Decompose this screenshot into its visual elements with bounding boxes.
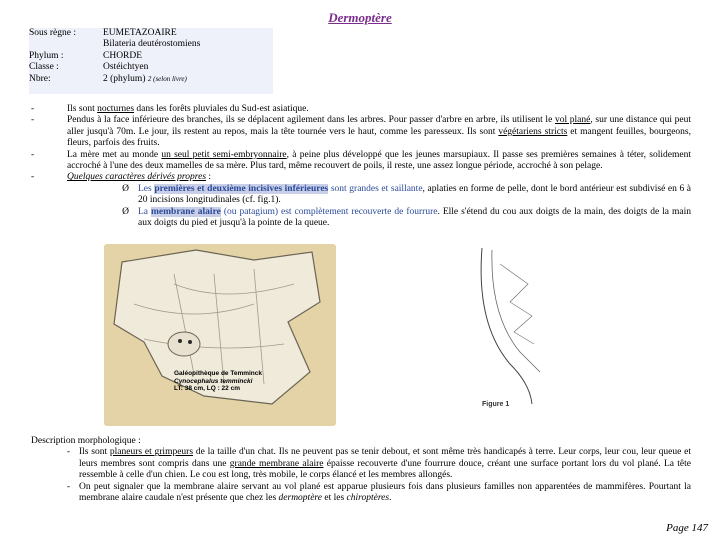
jaw-outline — [481, 248, 532, 404]
tooth-comb — [500, 264, 534, 344]
taxonomy-value — [103, 74, 273, 85]
page-number: Page 147 — [666, 522, 708, 534]
text: , aplaties en forme de pelle, dont le bord antérieur est subdivisé en 6 à 20 incisions longitudinales (cf. fig.1). — [138, 183, 692, 206]
taxonomy-row — [29, 39, 273, 50]
text: , sur une distance qui peut aller jusqu'à 70m. Le jour, ils restent au repos, mais la tête tournée vers le haut, comme les paresseux. Ils sont — [67, 115, 692, 137]
taxonomy-label: Classe : — [29, 62, 59, 73]
bullet-dash: - — [66, 481, 70, 492]
characteristics-list — [31, 104, 691, 229]
underlined-term: végétariens stricts — [498, 126, 568, 137]
bullet-dash: - — [66, 447, 70, 458]
list-item — [31, 447, 691, 481]
bullet-dash: - — [31, 115, 35, 126]
taxonomy-row — [29, 51, 273, 62]
taxonomy-box — [29, 28, 273, 94]
morphology-section — [31, 436, 691, 504]
text: et les — [321, 493, 347, 504]
figure-label: Figure 1 — [482, 401, 510, 408]
caption-measurements: LT: 38 cm, LQ : 22 cm — [174, 385, 240, 392]
taxonomy-row — [29, 28, 273, 39]
skull-diagram — [470, 244, 562, 414]
text: Les — [138, 183, 155, 194]
text: Ils sont — [79, 447, 110, 458]
list-item — [31, 115, 691, 149]
text: Pendus à la face inférieure des branches, ils se déplacent agilement dans les arbres. Pour passer d'arbre en arbre, ils utilisent le — [67, 115, 555, 126]
caption-common-name: Galéopithèque de Temminck — [174, 370, 263, 377]
list-item — [31, 172, 691, 183]
text: et mangent feuilles, bourgeons, fleurs, parfois des fruits. — [67, 126, 691, 149]
skull-drawing — [470, 244, 562, 414]
taxonomy-label: Sous règne : — [29, 28, 76, 38]
highlighted-term: premières et deuxième incisives inférieures — [154, 183, 329, 194]
arrow-bullet-icon: Ø — [122, 206, 129, 217]
taxonomy-value: CHORDE — [103, 50, 143, 61]
text: On peut signaler que la membrane alaire servant au vol plané est apparue plusieurs fois dans plusieurs familles non apparentées de mammifères. Pourtant la membrane alaire caudale n'est présente que chez les — [79, 481, 691, 504]
arrow-bullet-icon: Ø — [122, 183, 129, 194]
text: , à peine plus développé que les jeunes marsupiaux. Il passe ses premières semaines à téter, solidement accroché à l'une des deux mamelles de sa mère. Plus tard, même recouvert de poils, il reste, une assez longue période, accroché à son pelage. — [67, 149, 691, 172]
eye-shape — [188, 340, 192, 344]
taxonomy-note: 2 (selon livre) — [147, 74, 187, 83]
underlined-term: planeurs et grimpeurs — [109, 447, 194, 458]
taxonomy-value: Ostéichtyen — [103, 62, 149, 73]
text: : — [206, 172, 212, 183]
sub-list-item — [31, 207, 691, 230]
text: sont grandes et saillante — [328, 183, 423, 194]
text: de la taille d'un chat. Ils ne peuvent pas se tenir debout, et sont même très handicapés à terre. Leur corps, leur cou, leur queue et leurs membres sont compris dans une — [79, 447, 691, 469]
taxonomy-row — [29, 74, 273, 85]
text: épaisse recouverte d'une fourrure douce, créant une surface portant lors du vol plané. La tête ressemble à celle d'un chien. Le cou est long, très mobile, le corps élancé et les membres allongés. — [79, 458, 691, 481]
bullet-dash: - — [31, 149, 35, 160]
colugo-illustration — [104, 244, 336, 426]
underlined-term: un seul petit semi-embryonnaire — [161, 149, 287, 160]
underlined-term: vol plané — [554, 115, 591, 126]
taxonomy-label — [29, 39, 103, 50]
list-item — [31, 482, 691, 505]
taxonomy-label: Phylum : — [29, 50, 64, 61]
eye-shape — [178, 339, 182, 343]
italic-term: chiroptères — [346, 493, 390, 504]
taxonomy-value: Bilateria deutérostomiens — [103, 39, 201, 50]
section-heading: Description morphologique : — [31, 436, 141, 446]
text: La — [138, 206, 152, 217]
page-title: Dermoptère — [328, 10, 392, 25]
taxonomy-label: Nbre: — [29, 73, 51, 84]
caption-latin-name: Cynocephalus temmincki — [174, 377, 253, 385]
text: . — [389, 493, 392, 504]
text: . Elle s'étend du cou aux doigts de la main, des doigts de la main aux doigts du pied et jusqu'à la pointe de la queue. — [138, 206, 691, 229]
inner-outline — [492, 250, 540, 372]
text: Ils sont — [67, 104, 98, 114]
highlighted-term: membrane alaire — [151, 206, 221, 217]
head-shape — [168, 332, 200, 356]
list-item — [31, 150, 691, 173]
underlined-term: grande membrane alaire — [229, 458, 324, 469]
derived-traits-heading: Quelques caractères dérivés propres — [67, 172, 207, 183]
sub-list-item — [31, 184, 691, 207]
text: La mère met au monde — [67, 149, 162, 160]
text: dans les forêts pluviales du Sud-est asiatique. — [134, 104, 309, 114]
taxonomy-row — [29, 62, 273, 73]
list-item — [31, 104, 691, 115]
underlined-term: nocturnes — [97, 104, 135, 114]
taxonomy-number: 2 (phylum) — [103, 73, 146, 84]
italic-term: dermoptère — [278, 493, 322, 504]
text: (ou patagium) est complètement recouverte de fourrure — [220, 206, 438, 217]
figure-caption — [174, 370, 262, 393]
taxonomy-value: EUMETAZOAIRE — [103, 28, 177, 38]
bullet-dash: - — [31, 172, 35, 183]
bullet-dash: - — [31, 104, 35, 114]
colugo-drawing — [104, 244, 336, 426]
